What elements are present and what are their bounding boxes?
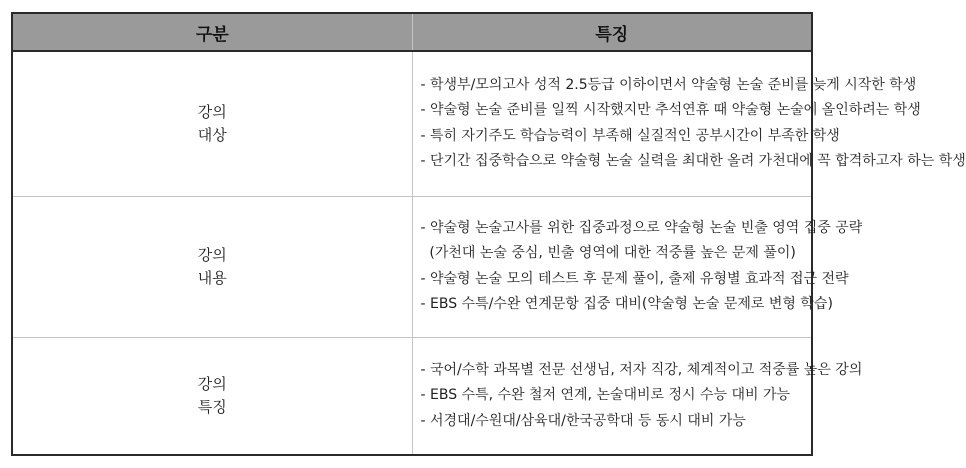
row-label-line: 강의 bbox=[197, 102, 227, 121]
header-category: 구분 bbox=[12, 13, 412, 51]
feature-list bbox=[413, 216, 863, 318]
list-item: - EBS 수특/수완 연계문항 집중 대비(약술형 논술 문제로 변형 학습) bbox=[420, 296, 833, 312]
list-item: - 약술형 논술고사를 위한 집중과정으로 약술형 논술 빈출 영역 집중 공략 bbox=[420, 219, 863, 236]
row-label-target bbox=[12, 51, 412, 196]
row-label-line: 강의 bbox=[197, 374, 227, 393]
table-row-target bbox=[12, 51, 812, 196]
table-row-content bbox=[12, 196, 812, 337]
list-item: (가천대 논술 중심, 빈출 영역에 대한 적중률 높은 문제 풀이) bbox=[420, 245, 796, 261]
feature-list bbox=[413, 73, 966, 175]
list-item: - 약술형 논술 준비를 일찍 시작했지만 추석연휴 때 약술형 논술에 올인하려는 학생 bbox=[420, 102, 921, 119]
table-header-row bbox=[12, 13, 812, 51]
list-item: - 국어/수학 과목별 전문 선생님, 저자 직강, 체계적이고 적중률 높은 강의 bbox=[420, 361, 863, 378]
feature-list bbox=[413, 358, 863, 435]
list-item: - 단기간 집중학습으로 약술형 논술 실력을 최대한 올려 가천대에 꼭 합격하고자 하는 학생 bbox=[420, 153, 966, 170]
list-item: - 서경대/수원대/삼육대/한국공학대 등 동시 대비 가능 bbox=[420, 412, 746, 429]
row-label-features bbox=[12, 337, 412, 455]
row-label-line: 특징 bbox=[197, 397, 227, 416]
row-label-line: 대상 bbox=[197, 125, 227, 144]
row-label-content bbox=[12, 196, 412, 337]
list-item: - EBS 수특, 수완 철저 연계, 논술대비로 정시 수능 대비 가능 bbox=[420, 387, 791, 403]
row-label-line: 강의 bbox=[197, 245, 227, 264]
row-content-target bbox=[412, 51, 966, 196]
header-features: 특징 bbox=[412, 13, 812, 51]
table-row-features bbox=[12, 337, 812, 455]
list-item: - 약술형 논술 모의 테스트 후 문제 풀이, 출제 유형별 효과적 접근 전략 bbox=[420, 270, 849, 287]
row-content-features bbox=[412, 337, 863, 455]
list-item: - 특히 자기주도 학습능력이 부족해 실질적인 공부시간이 부족한 학생 bbox=[420, 127, 840, 144]
row-label-line: 내용 bbox=[197, 268, 227, 287]
list-item: - 학생부/모의고사 성적 2.5등급 이하이면서 약술형 논술 준비를 늦게 시작한 학생 bbox=[420, 76, 917, 93]
row-content-content bbox=[412, 196, 863, 337]
course-info-table bbox=[11, 12, 966, 456]
